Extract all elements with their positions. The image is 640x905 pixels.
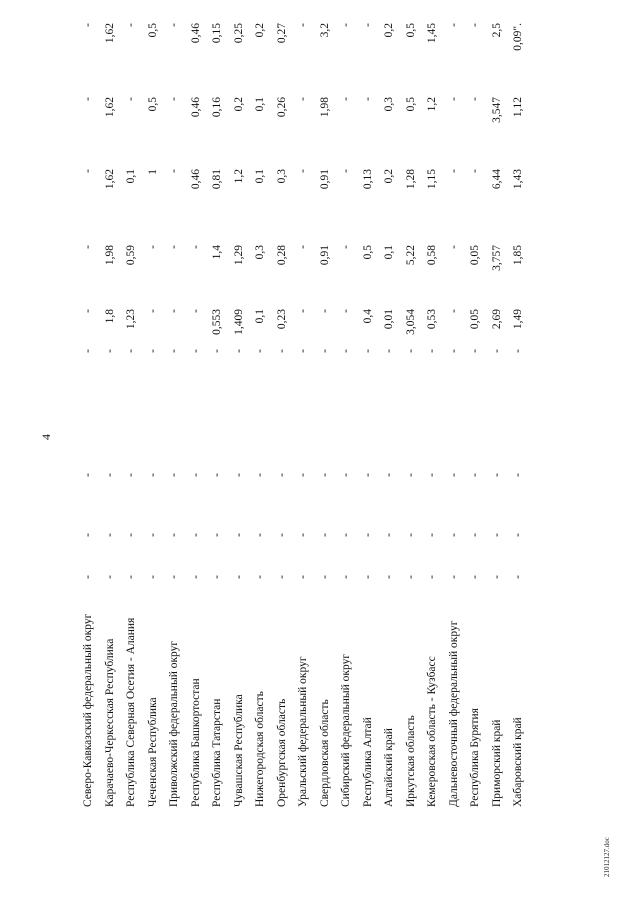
region-name: Карачаево-Черкесская Республика: [103, 638, 116, 807]
value-cell: -: [297, 349, 309, 353]
value-cell: -: [168, 309, 180, 313]
value-cell: -: [82, 349, 94, 353]
value-cell: -: [125, 97, 137, 101]
value-cell: -: [232, 533, 245, 537]
table-row: [293, 0, 313, 905]
region-name: Оренбургская область: [275, 698, 288, 807]
value-cell: -: [404, 533, 417, 537]
region-name: Чувашская Республика: [232, 694, 245, 807]
value-cell: -: [512, 533, 524, 537]
value-cell: -: [447, 169, 460, 173]
value-cell: -: [340, 533, 352, 537]
region-name: Северо-Кавказский федеральный округ: [82, 613, 94, 807]
region-name: Дальневосточный федеральный округ: [447, 620, 460, 807]
value-cell: 1,98: [318, 97, 331, 118]
value-cell: 3,2: [318, 23, 331, 38]
value-cell: -: [340, 309, 352, 313]
value-cell: -: [383, 533, 395, 537]
value-cell: 0,09".: [512, 23, 524, 51]
region-name: Уральский федеральный округ: [297, 656, 309, 807]
value-cell: -: [168, 245, 180, 249]
value-cell: 1,28: [404, 169, 417, 190]
table-row: [207, 0, 227, 905]
page-number: 4: [39, 434, 53, 440]
table-row: [229, 0, 249, 905]
value-cell: -: [168, 575, 180, 579]
value-cell: -: [146, 533, 159, 537]
value-cell: -: [189, 533, 202, 537]
value-cell: 3,054: [404, 309, 417, 335]
value-cell: -: [512, 575, 524, 579]
value-cell: -: [146, 575, 159, 579]
region-name: Приволжский федеральный округ: [168, 640, 180, 807]
value-cell: -: [404, 349, 417, 353]
value-cell: -: [82, 575, 94, 579]
value-cell: -: [340, 23, 352, 27]
value-cell: 1,12: [512, 97, 524, 118]
value-cell: 2,69: [490, 309, 503, 330]
value-cell: 1,45: [426, 23, 438, 44]
table-row: [121, 0, 141, 905]
value-cell: -: [361, 575, 374, 579]
value-cell: 0,26: [275, 97, 288, 118]
value-cell: 0,1: [254, 97, 266, 112]
region-name: Хабаровский край: [512, 717, 524, 807]
value-cell: 0,5: [404, 97, 417, 112]
value-cell: -: [426, 533, 438, 537]
value-cell: 0,01: [383, 309, 395, 330]
value-cell: -: [469, 97, 481, 101]
value-cell: -: [490, 533, 503, 537]
value-cell: -: [103, 473, 116, 477]
value-cell: 0,58: [426, 245, 438, 266]
value-cell: 0,81: [211, 169, 223, 190]
value-cell: -: [168, 533, 180, 537]
value-cell: -: [82, 169, 94, 173]
value-cell: 1,98: [103, 245, 116, 266]
value-cell: -: [383, 575, 395, 579]
value-cell: -: [297, 533, 309, 537]
value-cell: -: [512, 473, 524, 477]
value-cell: 0,2: [383, 169, 395, 184]
value-cell: -: [383, 349, 395, 353]
value-cell: -: [297, 575, 309, 579]
value-cell: -: [404, 473, 417, 477]
value-cell: -: [340, 349, 352, 353]
value-cell: 3,757: [490, 245, 503, 271]
value-cell: -: [447, 349, 460, 353]
value-cell: 0,553: [211, 309, 223, 335]
value-cell: 1: [146, 169, 159, 175]
region-name: Республика Башкортостан: [189, 678, 202, 807]
value-cell: 0,5: [404, 23, 417, 38]
value-cell: -: [361, 23, 374, 27]
value-cell: 1,85: [512, 245, 524, 266]
value-cell: 0,3: [254, 245, 266, 260]
value-cell: 0,5: [146, 97, 159, 112]
region-name: Алтайский край: [383, 728, 395, 807]
region-name: Республика Татарстан: [211, 698, 223, 807]
value-cell: -: [168, 97, 180, 101]
value-cell: -: [125, 473, 137, 477]
table-row: [358, 0, 378, 905]
value-cell: -: [168, 23, 180, 27]
value-cell: -: [189, 245, 202, 249]
value-cell: -: [340, 473, 352, 477]
value-cell: 0,1: [254, 309, 266, 324]
value-cell: -: [103, 575, 116, 579]
value-cell: 0,1: [254, 169, 266, 184]
value-cell: 0,1: [125, 169, 137, 184]
value-cell: -: [82, 245, 94, 249]
value-cell: 0,46: [189, 169, 202, 190]
value-cell: -: [469, 575, 481, 579]
table-row: [336, 0, 356, 905]
value-cell: -: [490, 473, 503, 477]
value-cell: -: [168, 473, 180, 477]
value-cell: -: [340, 245, 352, 249]
value-cell: 0,3: [275, 169, 288, 184]
value-cell: -: [254, 473, 266, 477]
value-cell: -: [340, 97, 352, 101]
value-cell: 1,15: [426, 169, 438, 190]
region-name: Кемеровская область - Кузбасс: [426, 656, 438, 807]
value-cell: 0,13: [361, 169, 374, 190]
value-cell: -: [189, 473, 202, 477]
value-cell: 0,2: [254, 23, 266, 38]
table-row: [315, 0, 335, 905]
region-name: Чеченская Республика: [146, 697, 159, 807]
value-cell: -: [232, 473, 245, 477]
value-cell: 0,27: [275, 23, 288, 44]
value-cell: 1,2: [426, 97, 438, 112]
value-cell: -: [297, 309, 309, 313]
value-cell: 6,44: [490, 169, 503, 190]
value-cell: 0,46: [189, 23, 202, 44]
value-cell: -: [447, 473, 460, 477]
value-cell: 1,49: [512, 309, 524, 330]
value-cell: -: [469, 473, 481, 477]
table-row: [508, 0, 528, 905]
value-cell: 0,2: [383, 23, 395, 38]
value-cell: -: [318, 575, 331, 579]
value-cell: 0,15: [211, 23, 223, 44]
value-cell: -: [232, 349, 245, 353]
value-cell: 0,1: [383, 245, 395, 260]
region-name: Иркутская область: [404, 715, 417, 807]
table-row: [143, 0, 163, 905]
value-cell: -: [82, 97, 94, 101]
value-cell: -: [82, 473, 94, 477]
value-cell: -: [146, 349, 159, 353]
value-cell: -: [469, 23, 481, 27]
value-cell: -: [254, 575, 266, 579]
value-cell: 0,05: [469, 309, 481, 330]
value-cell: -: [254, 349, 266, 353]
value-cell: -: [447, 533, 460, 537]
value-cell: -: [297, 473, 309, 477]
value-cell: 1,2: [232, 169, 245, 184]
value-cell: -: [361, 533, 374, 537]
value-cell: -: [426, 473, 438, 477]
value-cell: -: [490, 349, 503, 353]
value-cell: -: [146, 309, 159, 313]
value-cell: -: [211, 349, 223, 353]
region-name: Сибирский федеральный округ: [340, 653, 352, 807]
value-cell: 1,23: [125, 309, 137, 330]
value-cell: -: [318, 473, 331, 477]
value-cell: -: [469, 349, 481, 353]
value-cell: -: [189, 575, 202, 579]
value-cell: 3,547: [490, 97, 503, 123]
value-cell: 0,05: [469, 245, 481, 266]
value-cell: -: [275, 575, 288, 579]
value-cell: 1,4: [211, 245, 223, 260]
value-cell: 0,28: [275, 245, 288, 266]
value-cell: -: [361, 349, 374, 353]
region-name: Приморский край: [490, 719, 503, 807]
value-cell: -: [447, 575, 460, 579]
value-cell: 0,91: [318, 245, 331, 266]
value-cell: -: [82, 309, 94, 313]
value-cell: -: [340, 169, 352, 173]
table-row: [379, 0, 399, 905]
value-cell: 0,5: [146, 23, 159, 38]
region-name: Свердловская область: [318, 699, 331, 807]
table-row: [422, 0, 442, 905]
value-cell: -: [318, 309, 331, 313]
value-cell: -: [189, 349, 202, 353]
value-cell: -: [426, 349, 438, 353]
value-cell: 1,43: [512, 169, 524, 190]
value-cell: 0,5: [361, 245, 374, 260]
value-cell: -: [383, 473, 395, 477]
table-row: [444, 0, 464, 905]
value-cell: -: [490, 575, 503, 579]
table-row: [78, 0, 98, 905]
value-cell: -: [469, 169, 481, 173]
value-cell: -: [447, 23, 460, 27]
value-cell: -: [82, 23, 94, 27]
table-row: [100, 0, 120, 905]
value-cell: -: [275, 533, 288, 537]
value-cell: 0,2: [232, 97, 245, 112]
value-cell: 1,62: [103, 23, 116, 44]
value-cell: 0,4: [361, 309, 374, 324]
table-row: [164, 0, 184, 905]
value-cell: -: [447, 245, 460, 249]
value-cell: -: [340, 575, 352, 579]
value-cell: 0,16: [211, 97, 223, 118]
region-name: Нижегородская область: [254, 691, 266, 807]
value-cell: 0,46: [189, 97, 202, 118]
value-cell: -: [469, 533, 481, 537]
value-cell: -: [211, 575, 223, 579]
region-name: Республика Северная Осетия - Алания: [125, 617, 137, 807]
value-cell: 0,91: [318, 169, 331, 190]
value-cell: -: [447, 309, 460, 313]
value-cell: 0,59: [125, 245, 137, 266]
value-cell: -: [103, 349, 116, 353]
region-name: Республика Бурятия: [469, 708, 481, 807]
value-cell: -: [318, 533, 331, 537]
document-footer: 21012127.doc: [603, 837, 611, 877]
value-cell: -: [125, 23, 137, 27]
value-cell: -: [125, 533, 137, 537]
table-row: [465, 0, 485, 905]
table-row: [401, 0, 421, 905]
value-cell: -: [254, 533, 266, 537]
value-cell: -: [275, 473, 288, 477]
value-cell: 5,22: [404, 245, 417, 266]
value-cell: -: [297, 23, 309, 27]
value-cell: -: [361, 97, 374, 101]
value-cell: -: [189, 309, 202, 313]
value-cell: -: [318, 349, 331, 353]
value-cell: 0,25: [232, 23, 245, 44]
value-cell: -: [512, 349, 524, 353]
table-row: [186, 0, 206, 905]
value-cell: 2,5: [490, 23, 503, 38]
value-cell: -: [275, 349, 288, 353]
value-cell: -: [211, 473, 223, 477]
value-cell: -: [125, 575, 137, 579]
table-row: [250, 0, 270, 905]
table-row: [272, 0, 292, 905]
value-cell: -: [297, 169, 309, 173]
value-cell: -: [103, 533, 116, 537]
value-cell: -: [168, 349, 180, 353]
value-cell: 1,62: [103, 97, 116, 118]
value-cell: -: [168, 169, 180, 173]
value-cell: -: [447, 97, 460, 101]
value-cell: -: [232, 575, 245, 579]
value-cell: -: [211, 533, 223, 537]
value-cell: -: [146, 473, 159, 477]
value-cell: 1,409: [232, 309, 245, 335]
value-cell: -: [125, 349, 137, 353]
value-cell: -: [297, 245, 309, 249]
value-cell: 1,8: [103, 309, 116, 324]
table-row: [487, 0, 507, 905]
value-cell: 0,23: [275, 309, 288, 330]
value-cell: 0,3: [383, 97, 395, 112]
value-cell: 1,62: [103, 169, 116, 190]
value-cell: 1,29: [232, 245, 245, 266]
value-cell: -: [361, 473, 374, 477]
region-name: Республика Алтай: [361, 717, 374, 807]
value-cell: -: [82, 533, 94, 537]
value-cell: -: [426, 575, 438, 579]
value-cell: -: [404, 575, 417, 579]
value-cell: 0,53: [426, 309, 438, 330]
value-cell: -: [297, 97, 309, 101]
value-cell: -: [146, 245, 159, 249]
